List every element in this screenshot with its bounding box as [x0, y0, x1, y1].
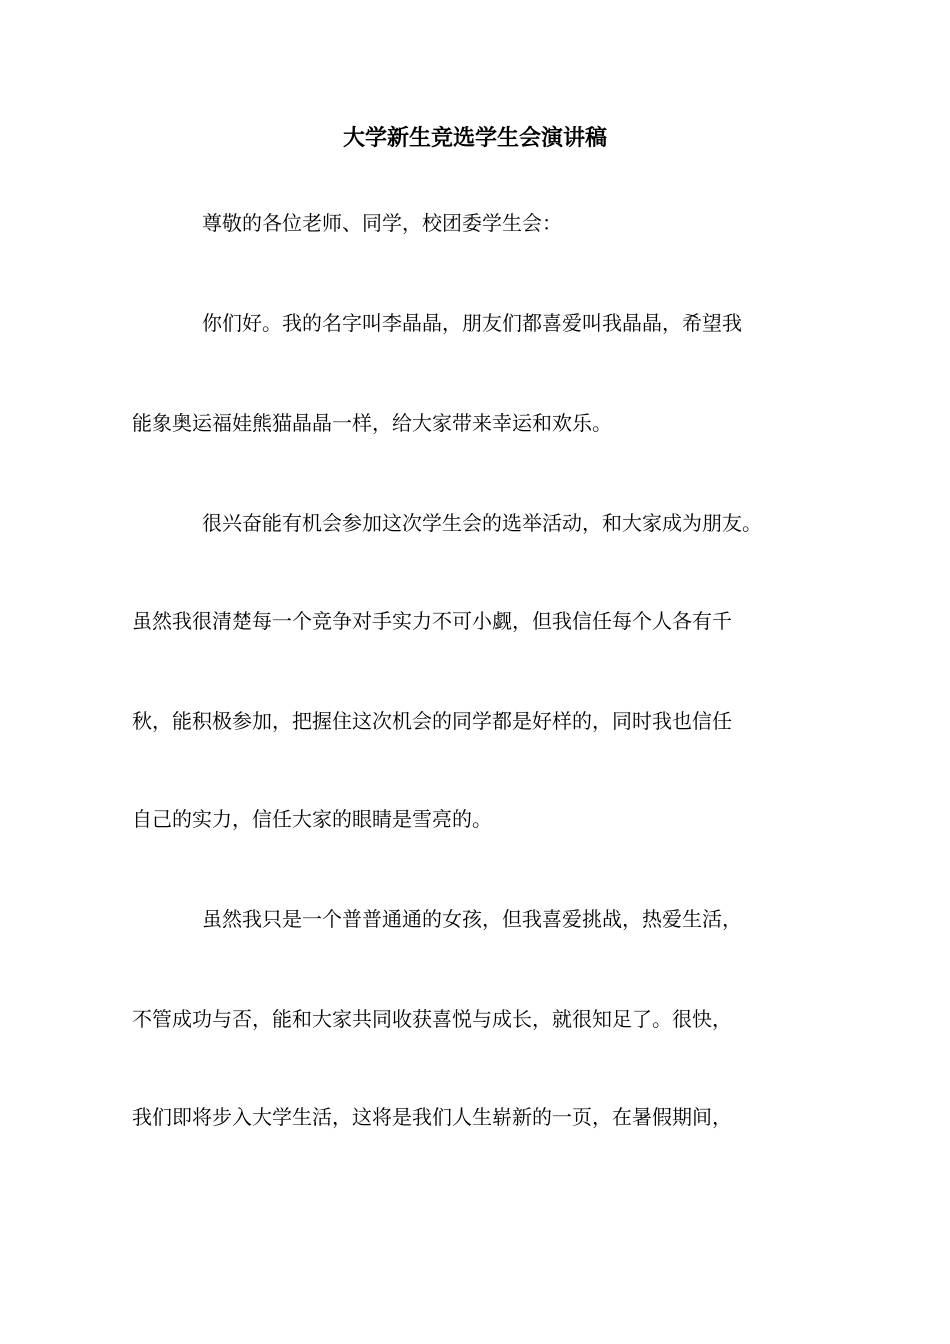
paragraph-line: 不管成功与否，能和大家共同收获喜悦与成长，就很知足了。很快， — [132, 1007, 732, 1031]
paragraph-line: 自己的实力，信任大家的眼睛是雪亮的。 — [132, 807, 492, 831]
paragraph-line: 虽然我很清楚每一个竞争对手实力不可小觑，但我信任每个人各有千 — [132, 609, 732, 633]
paragraph-line: 我们即将步入大学生活，这将是我们人生崭新的一页，在暑假期间， — [132, 1105, 732, 1129]
paragraph-line: 秋，能积极参加，把握住这次机会的同学都是好样的，同时我也信任 — [132, 709, 732, 733]
salutation-line: 尊敬的各位老师、同学，校团委学生会： — [202, 211, 562, 235]
paragraph-line: 你们好。我的名字叫李晶晶，朋友们都喜爱叫我晶晶，希望我 — [202, 311, 742, 335]
paragraph-line: 能象奥运福娃熊猫晶晶一样，给大家带来幸运和欢乐。 — [132, 411, 612, 435]
document-title: 大学新生竞选学生会演讲稿 — [342, 126, 607, 151]
paragraph-line: 很兴奋能有机会参加这次学生会的选举活动，和大家成为朋友。 — [202, 511, 762, 535]
paragraph-line: 虽然我只是一个普普通通的女孩，但我喜爱挑战，热爱生活， — [202, 907, 742, 931]
